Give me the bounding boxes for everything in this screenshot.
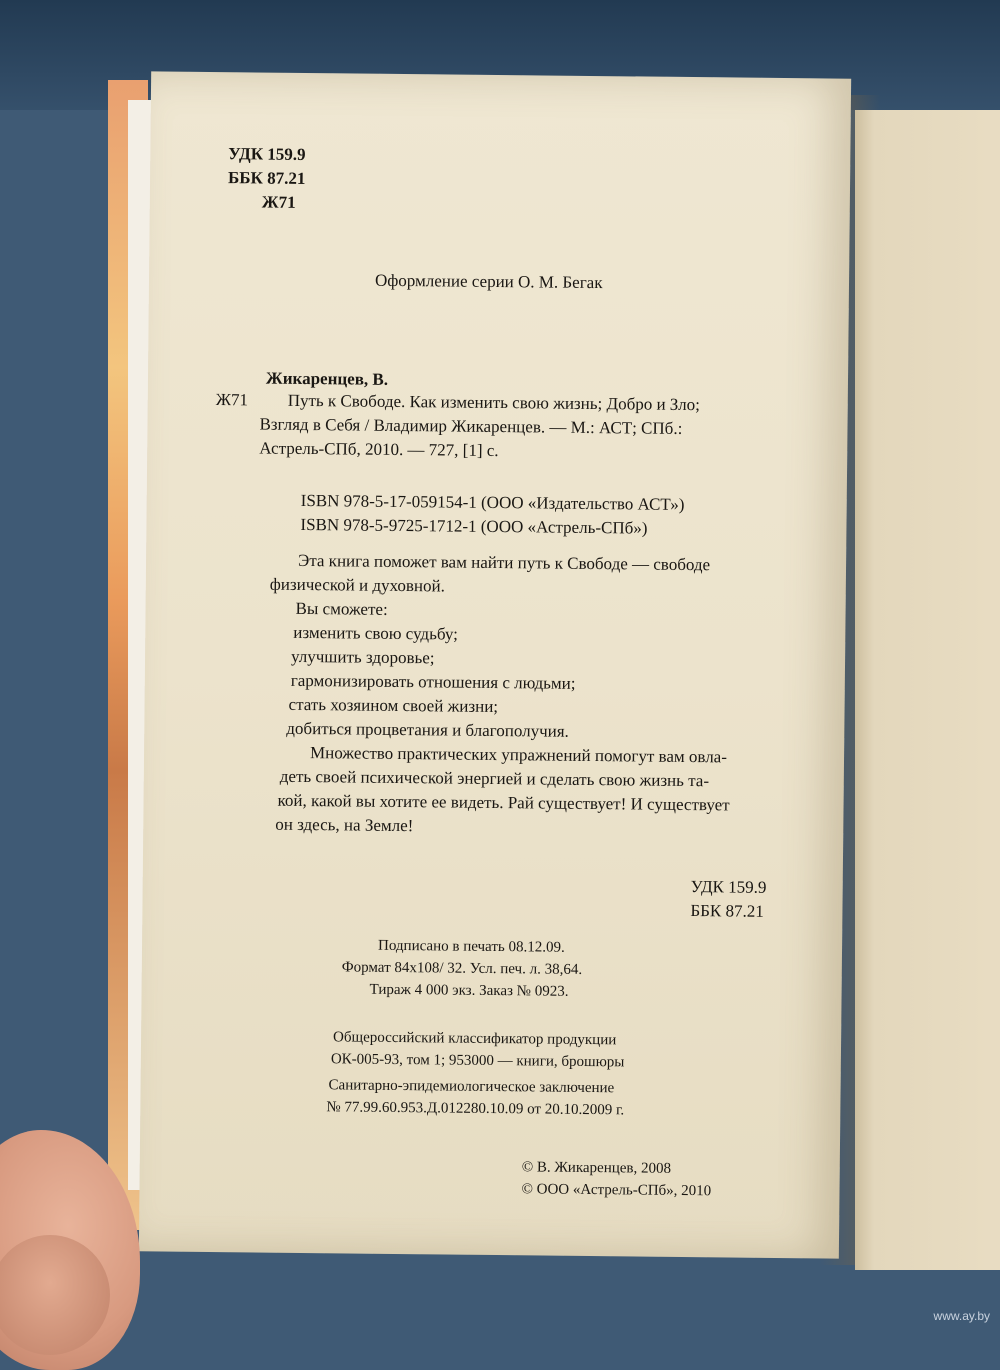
print-info-line: Формат 84x108/ 32. Усл. печ. л. 38,64. [341, 959, 583, 978]
sanitary-line: № 77.99.60.953.Д.012280.10.09 от 20.10.2009 г. [326, 1099, 625, 1119]
annotation-line: гармонизировать отношения с людьми; [290, 670, 576, 693]
udk-code: УДК 159.9 [228, 144, 306, 164]
classifier-line: ОК-005-93, том 1; 953000 — книги, брошюры [330, 1051, 625, 1071]
book-page [139, 71, 851, 1258]
author-sign: Ж71 [261, 192, 296, 212]
author-name: Жикаренцев, В. [265, 368, 389, 389]
copyright-line: © В. Жикаренцев, 2008 [521, 1159, 672, 1177]
print-info-line: Тираж 4 000 экз. Заказ № 0923. [369, 981, 569, 1000]
bibliographic-line: Взгляд в Себя / Владимир Жикаренцев. — М.: АСТ; СПб.: [259, 414, 683, 438]
classifier-line: Общероссийский классификатор продукции [333, 1029, 617, 1049]
annotation-line: Вы сможете: [295, 598, 388, 619]
annotation-line: кой, какой вы хотите ее видеть. Рай существует! И существует [277, 790, 730, 815]
watermark: www.ay.by [933, 1309, 990, 1323]
copyright-line: © ООО «Астрель-СПб», 2010 [521, 1181, 712, 1200]
print-info-line: Подписано в печать 08.12.09. [377, 937, 565, 956]
annotation-line: изменить свою судьбу; [293, 622, 458, 644]
bbk-code: ББК 87.21 [227, 168, 306, 188]
annotation-line: добиться процветания и благополучия. [286, 718, 569, 741]
facing-page [855, 110, 1000, 1270]
design-credit: Оформление серии О. М. Бегак [374, 270, 603, 293]
catalog-code: Ж71 [215, 390, 249, 410]
annotation-line: стать хозяином своей жизни; [288, 694, 499, 717]
isbn-astrel: ISBN 978-5-9725-1712-1 (ООО «Астрель-СПб») [300, 514, 648, 538]
annotation-line: Множество практических упражнений помогут вам овла- [309, 743, 728, 767]
bibliographic-line: Путь к Свободе. Как изменить свою жизнь; Добро и Зло; [287, 390, 700, 415]
sanitary-line: Санитарно-эпидемиологическое заключение [328, 1077, 615, 1097]
annotation-line: он здесь, на Земле! [275, 814, 414, 836]
udk-footer: УДК 159.9 [690, 877, 767, 897]
bbk-footer: ББК 87.21 [690, 901, 764, 921]
bibliographic-line: Астрель-СПб, 2010. — 727, [1] с. [259, 438, 499, 461]
annotation-line: Эта книга поможет вам найти путь к Свободе — свободе [297, 550, 711, 575]
annotation-line: физической и духовной. [269, 574, 445, 596]
annotation-line: деть своей психической энергией и сделать свою жизнь та- [279, 766, 710, 791]
isbn-ast: ISBN 978-5-17-059154-1 (ООО «Издательство АСТ») [300, 490, 685, 514]
annotation-line: улучшить здоровье; [290, 646, 435, 668]
